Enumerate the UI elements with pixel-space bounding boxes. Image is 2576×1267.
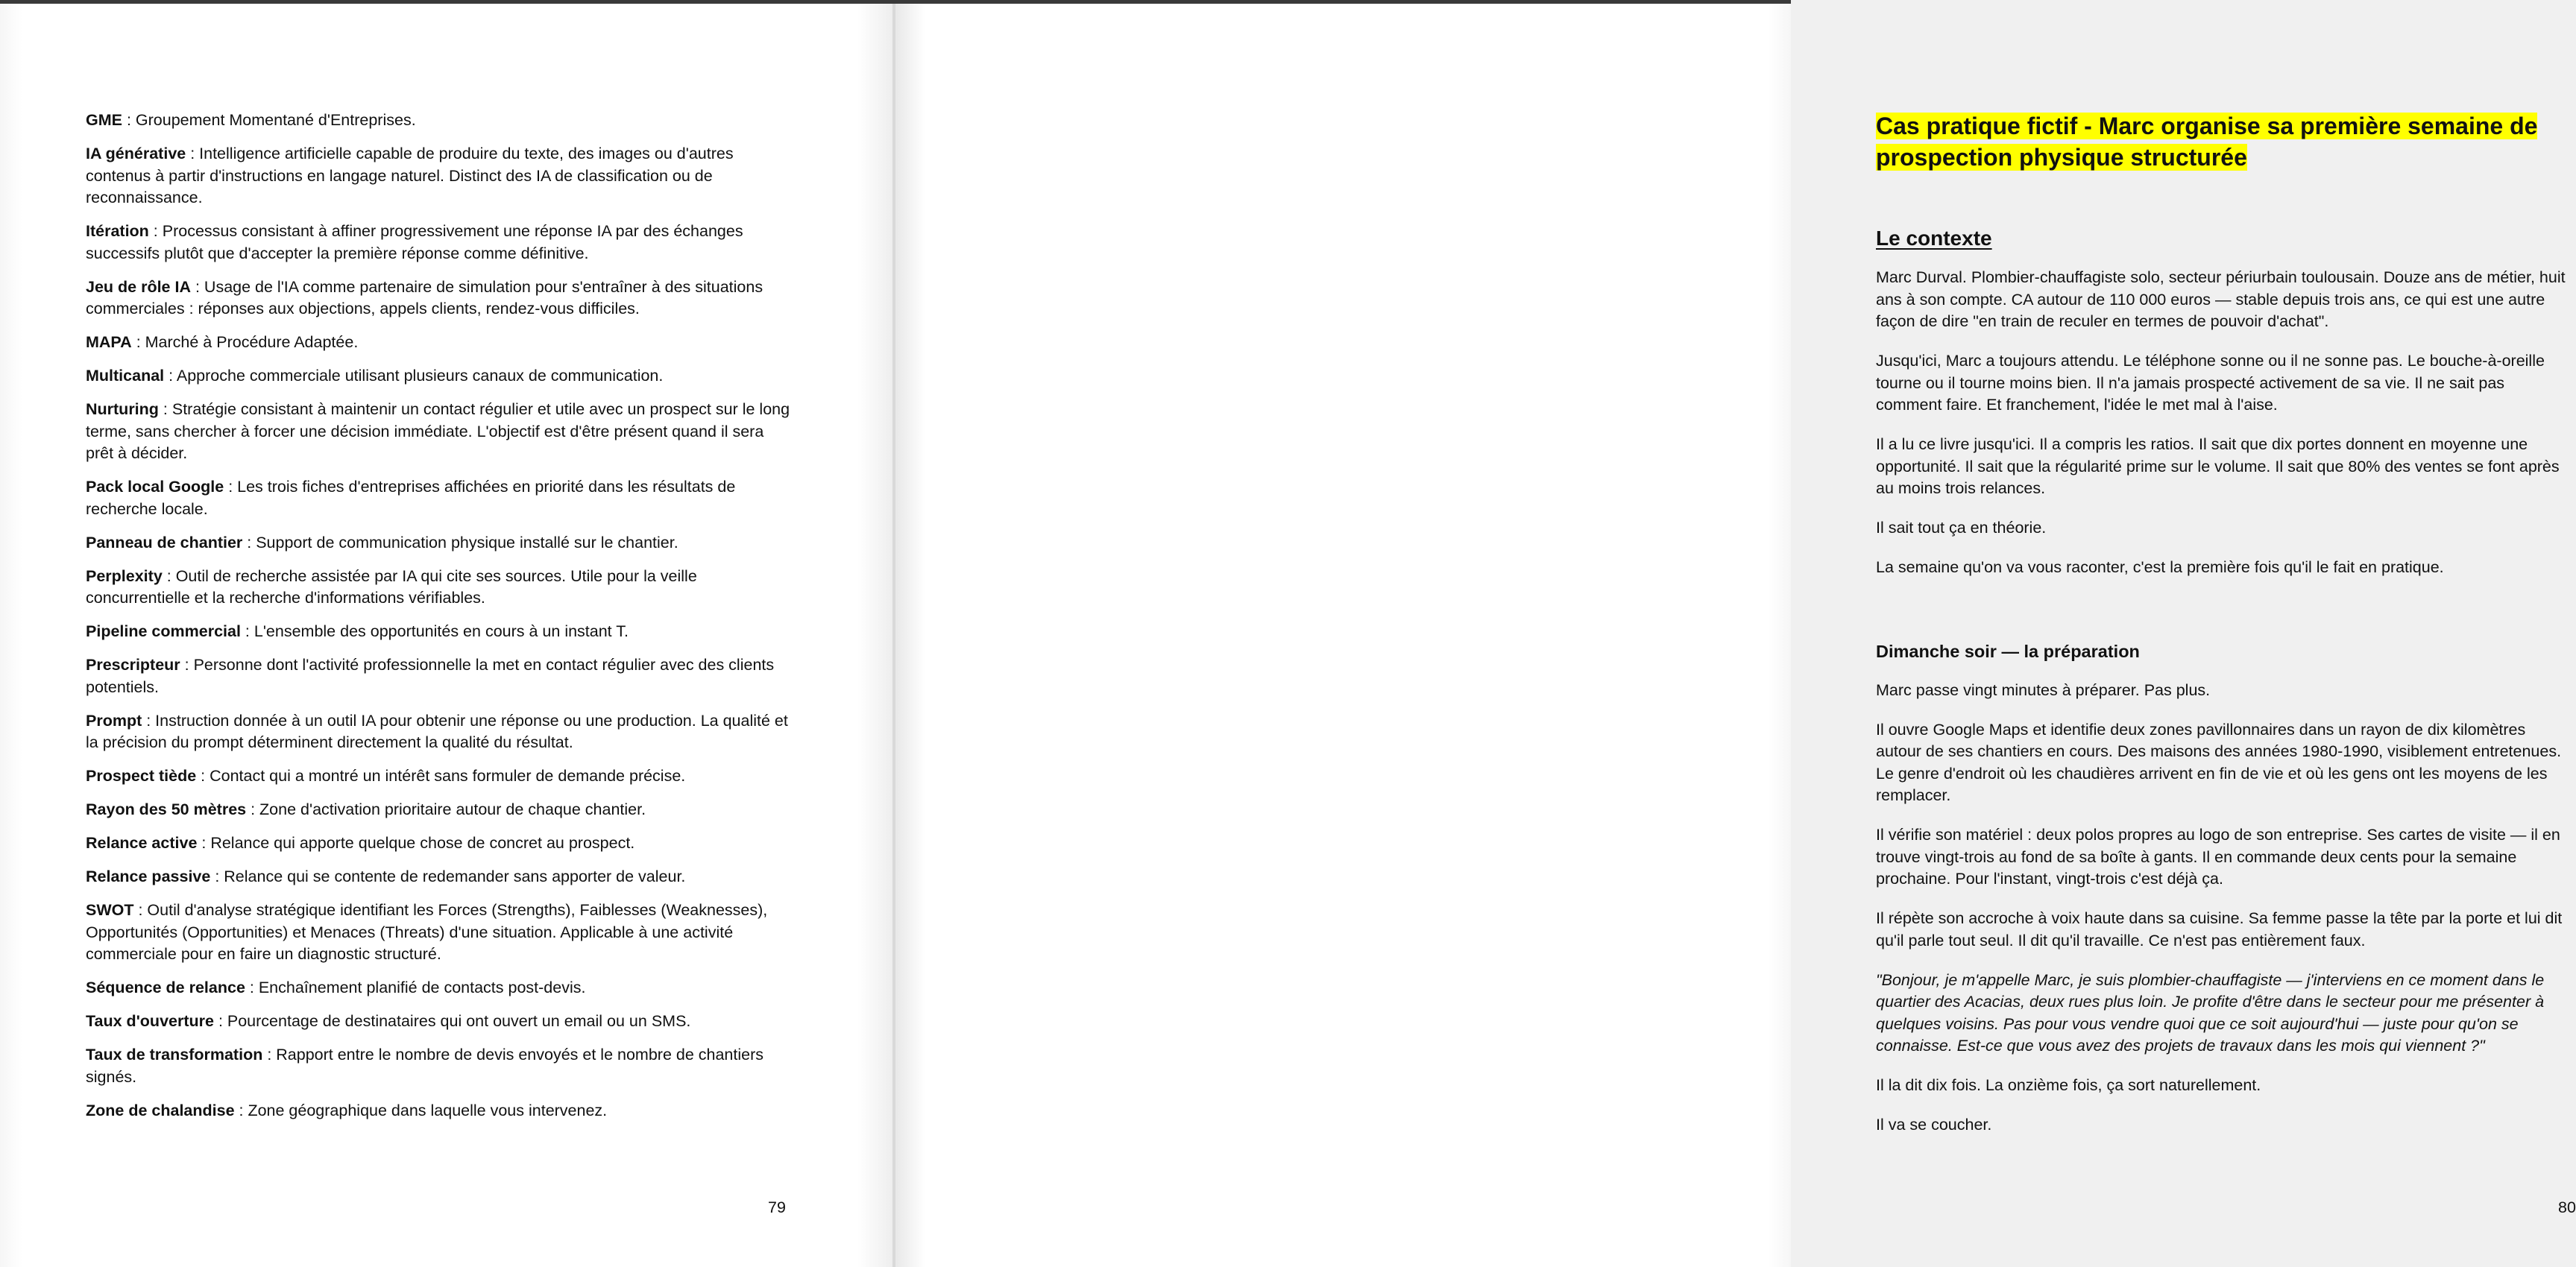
glossary-entry xyxy=(86,110,790,132)
glossary-definition: : Zone d'activation prioritaire autour de chaque chantier. xyxy=(246,800,646,818)
glossary-term: Rayon des 50 mètres xyxy=(86,800,247,818)
glossary-term: Relance active xyxy=(86,834,198,852)
pitch-quote: "Bonjour, je m'appelle Marc, je suis plombier-chauffagiste — j'interviens en ce moment dans le quartier des Acacias, deux rues plus loin. Je profite d'être dans le secteur pour me présenter à quelques voisins. Pas pour vous vendre quoi que ce soit aujourd'hui — juste pour qu'on se connaisse. Est-ce que vous avez des projets de travaux dans les mois qui viennent ?" xyxy=(1876,970,2545,1055)
context-paragraph: Il sait tout ça en théorie. xyxy=(1876,519,2047,537)
glossary-definition: : Outil de recherche assistée par IA qui cite ses sources. Utile pour la veille concurrentielle et la recherche d'informations vérifiables. xyxy=(86,566,697,607)
page-right xyxy=(895,4,2576,1267)
glossary-entry xyxy=(86,143,790,209)
glossary-definition: : Groupement Momentané d'Entreprises. xyxy=(122,111,416,129)
glossary-definition: : L'ensemble des opportunités en cours à un instant T. xyxy=(240,622,629,640)
glossary-definition: : Rapport entre le nombre de devis envoyés et le nombre de chantiers signés. xyxy=(86,1046,763,1086)
case-study xyxy=(1876,110,2573,1154)
closing-paragraph: Il la dit dix fois. La onzième fois, ça sort naturellement. xyxy=(1876,1076,2261,1094)
glossary-definition: : Relance qui se contente de redemander sans apporter de valeur. xyxy=(210,868,686,885)
glossary-definition: : Zone géographique dans laquelle vous intervenez. xyxy=(234,1101,608,1119)
glossary-entry xyxy=(86,710,790,754)
sunday-paragraph: Il répète son accroche à voix haute dans sa cuisine. Sa femme passe la tête par la porte et lui dit qu'il parle tout seul. Il dit qu'il travaille. Ce n'est pas entièrement faux. xyxy=(1876,909,2563,950)
glossary-term: Jeu de rôle IA xyxy=(86,277,191,296)
sunday-heading: Dimanche soir — la préparation xyxy=(1876,641,2140,661)
glossary-term: Prospect tiède xyxy=(86,767,197,785)
glossary-entry xyxy=(86,277,790,320)
sunday-paragraph: Marc passe vingt minutes à préparer. Pas plus. xyxy=(1876,680,2211,699)
glossary-entry xyxy=(86,1044,790,1088)
glossary-entry xyxy=(86,977,790,999)
glossary-term: Multicanal xyxy=(86,367,165,385)
context-paragraph: Marc Durval. Plombier-chauffagiste solo, secteur périurbain toulousain. Douze ans de métier, huit ans à son compte. CA autour de 110 000 euros — stable depuis trois ans, ce qui est une autre façon de dire "en train de reculer en termes de pouvoir d'achat". xyxy=(1876,268,2566,330)
glossary-term: GME xyxy=(86,111,122,129)
glossary-term: Pipeline commercial xyxy=(86,622,241,640)
title-highlight: Cas pratique fictif - Marc organise sa première semaine de prospection physique structurée xyxy=(1876,113,2538,171)
glossary-term: Taux de transformation xyxy=(86,1046,263,1064)
glossary-term: Panneau de chantier xyxy=(86,533,243,552)
glossary-entry xyxy=(86,532,790,554)
glossary-term: Perplexity xyxy=(86,566,163,585)
glossary-definition: : Pourcentage de destinataires qui ont ouvert un email ou un SMS. xyxy=(213,1012,691,1030)
closing-paragraph: Il va se coucher. xyxy=(1876,1116,1992,1134)
glossary-definition: : Processus consistant à affiner progressivement une réponse IA par des échanges successifs plutôt que d'accepter la première réponse comme définitive. xyxy=(86,222,743,262)
sunday-paragraph: Il ouvre Google Maps et identifie deux zones pavillonnaires dans un rayon de dix kilomètres autour de ses chantiers en cours. Des maisons des années 1980-1990, visiblement entretenues. Le genre d'endroit où les chaudières arrivent en fin de vie et où les gens ont les moyens de les remplacer. xyxy=(1876,720,2562,804)
glossary-entry xyxy=(86,765,790,788)
glossary-definition: : Outil d'analyse stratégique identifiant les Forces (Strengths), Faiblesses (Weaknesses), Opportunités (Opportunities) et Menaces (Threats) d'une situation. Applicable à une activité commerciale pour en faire un diagnostic structuré. xyxy=(86,901,768,963)
context-paragraph: Jusqu'ici, Marc a toujours attendu. Le téléphone sonne ou il ne sonne pas. Le bouche-à-oreille tourne ou il tourne moins bien. Il n'a jamais prospecté activement de sa vie. Il ne sait pas comment faire. Et franchement, l'idée le met mal à l'aise. xyxy=(1876,352,2545,414)
glossary-entry xyxy=(86,832,790,855)
glossary-entry xyxy=(86,332,790,354)
glossary-term: Prompt xyxy=(86,711,142,730)
glossary-term: Séquence de relance xyxy=(86,979,245,996)
glossary-term: IA générative xyxy=(86,145,186,162)
book-spread xyxy=(0,4,2576,1267)
glossary-entry xyxy=(86,399,790,465)
page-number-right: 80 xyxy=(2558,1198,2576,1216)
glossary-entry xyxy=(86,566,790,610)
glossary-entry xyxy=(86,1100,790,1122)
glossary-entry xyxy=(86,621,790,643)
glossary-entry xyxy=(86,221,790,265)
glossary-definition: : Personne dont l'activité professionnelle la met en contact régulier avec des clients potentiels. xyxy=(86,656,775,696)
glossary-term: Pack local Google xyxy=(86,478,224,496)
glossary-definition: : Les trois fiches d'entreprises affichées en priorité dans les résultats de recherche locale. xyxy=(86,478,736,518)
glossary-definition: : Enchaînement planifié de contacts post-devis. xyxy=(245,979,586,996)
glossary-term: Prescripteur xyxy=(86,656,180,674)
glossary-entry xyxy=(86,654,790,698)
glossary-entry xyxy=(86,900,790,966)
glossary-definition: : Marché à Procédure Adaptée. xyxy=(131,333,359,351)
glossary-term: SWOT xyxy=(86,901,134,919)
glossary-entry xyxy=(86,799,790,821)
glossary-entry xyxy=(86,866,790,888)
page-left xyxy=(0,4,892,1267)
glossary-term: Nurturing xyxy=(86,400,159,418)
case-study-title xyxy=(1876,110,2573,173)
context-heading: Le contexte xyxy=(1876,227,1992,250)
glossary-term: Zone de chalandise xyxy=(86,1101,235,1119)
glossary-definition: : Stratégie consistant à maintenir un contact régulier et utile avec un prospect sur le long terme, sans chercher à forcer une décision immédiate. L'objectif est d'être présent quand il sera prêt à décider. xyxy=(86,400,790,462)
glossary-definition: : Intelligence artificielle capable de produire du texte, des images ou d'autres contenus à partir d'instructions en langage naturel. Distinct des IA de classification ou de reconnaissance. xyxy=(86,145,734,206)
glossary-entry xyxy=(86,476,790,520)
glossary-definition: : Approche commerciale utilisant plusieurs canaux de communication. xyxy=(164,367,664,385)
glossary-definition: : Relance qui apporte quelque chose de concret au prospect. xyxy=(197,834,635,852)
glossary-entry xyxy=(86,365,790,388)
page-number-left: 79 xyxy=(768,1198,786,1216)
glossary-list xyxy=(86,110,790,1134)
glossary-definition: : Support de communication physique installé sur le chantier. xyxy=(242,533,678,552)
context-paragraph: La semaine qu'on va vous raconter, c'est la première fois qu'il le fait en pratique. xyxy=(1876,558,2444,576)
glossary-term: Taux d'ouverture xyxy=(86,1012,214,1030)
glossary-definition: : Contact qui a montré un intérêt sans formuler de demande précise. xyxy=(196,767,686,785)
glossary-term: MAPA xyxy=(86,333,132,351)
glossary-entry xyxy=(86,1011,790,1033)
context-paragraph: Il a lu ce livre jusqu'ici. Il a compris les ratios. Il sait que dix portes donnent en moyenne une opportunité. Il sait que la régularité prime sur le volume. Il sait que 80% des ventes se font après au moins trois relances. xyxy=(1876,435,2560,497)
glossary-term: Relance passive xyxy=(86,868,211,885)
glossary-definition: : Usage de l'IA comme partenaire de simulation pour s'entraîner à des situations commerciales : réponses aux objections, appels clients, rendez-vous difficiles. xyxy=(86,277,763,317)
glossary-definition: : Instruction donnée à un outil IA pour obtenir une réponse ou une production. La qualité et la précision du prompt déterminent directement la qualité du résultat. xyxy=(86,711,788,751)
sunday-paragraph: Il vérifie son matériel : deux polos propres au logo de son entreprise. Ses cartes de visite — il en trouve vingt-trois au fond de sa boîte à gants. Il en commande deux cents pour la semaine prochaine. Pour l'instant, vingt-trois c'est déjà ça. xyxy=(1876,826,2560,888)
glossary-term: Itération xyxy=(86,222,149,240)
